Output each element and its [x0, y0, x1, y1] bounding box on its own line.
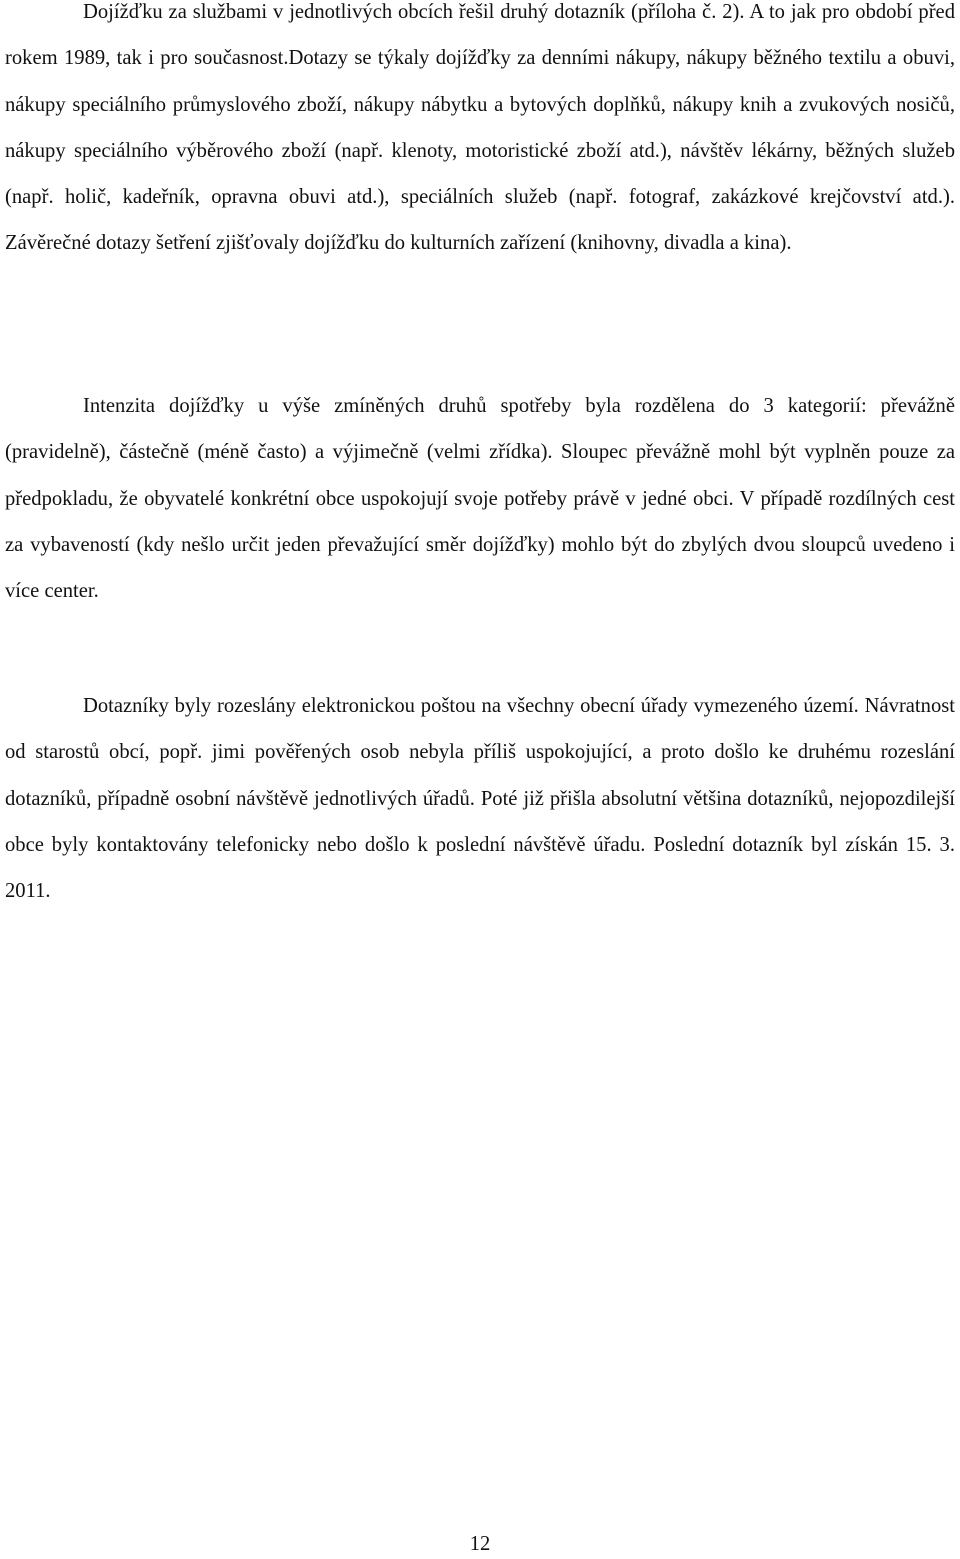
document-page: [5, 0, 955, 1558]
paragraph-intenzita-dojizdky: Intenzita dojížďky u výše zmíněných druhů spotřeby byla rozdělena do 3 kategorií: převážně (pravidelně), částečně (méně často) a výjimečně (velmi zřídka). Sloupec převážně mohl být vyplněn pouze za předpokladu, že obyvatelé konkrétní obce uspokojují svoje potřeby právě v jedné obci. V případě rozdílných cest za vybaveností (kdy nešlo určit jeden převažující směr dojížďky) mohlo být do zbylých dvou sloupců uvedeno i více center.: [5, 395, 955, 603]
paragraph-dotazniky: Dotazníky byly rozeslány elektronickou poštou na všechny obecní úřady vymezeného území. Návratnost od starostů obcí, popř. jimi pověřených osob nebyla příliš uspokojující, a proto došlo ke druhému rozeslání dotazníků, případně osobní návštěvě jednotlivých úřadů. Poté již přišla absolutní většina dotazníků, nejopozdilejší obce byly kontaktovány telefonicky nebo došlo k poslední návštěvě úřadu. Poslední dotazník byl získán 15. 3. 2011.: [5, 695, 955, 903]
page-number: 12: [469, 1533, 491, 1555]
paragraph-dojizdka-za-sluzbami: Dojížďku za službami v jednotlivých obcích řešil druhý dotazník (příloha č. 2). A to jak pro období před rokem 1989, tak i pro současnost.Dotazy se týkaly dojížďky za denními nákupy, nákupy běžného textilu a obuvi, nákupy speciálního průmyslového zboží, nákupy nábytku a bytových doplňků, nákupy knih a zvukových nosičů, nákupy speciálního výběrového zboží (např. klenoty, motoristické zboží atd.), návštěv lékárny, běžných služeb (např. holič, kadeřník, opravna obuvi atd.), speciálních služeb (např. fotograf, zakázkové krejčovství atd.). Závěrečné dotazy šetření zjišťovaly dojížďku do kulturních zařízení (knihovny, divadla a kina).: [5, 1, 955, 255]
